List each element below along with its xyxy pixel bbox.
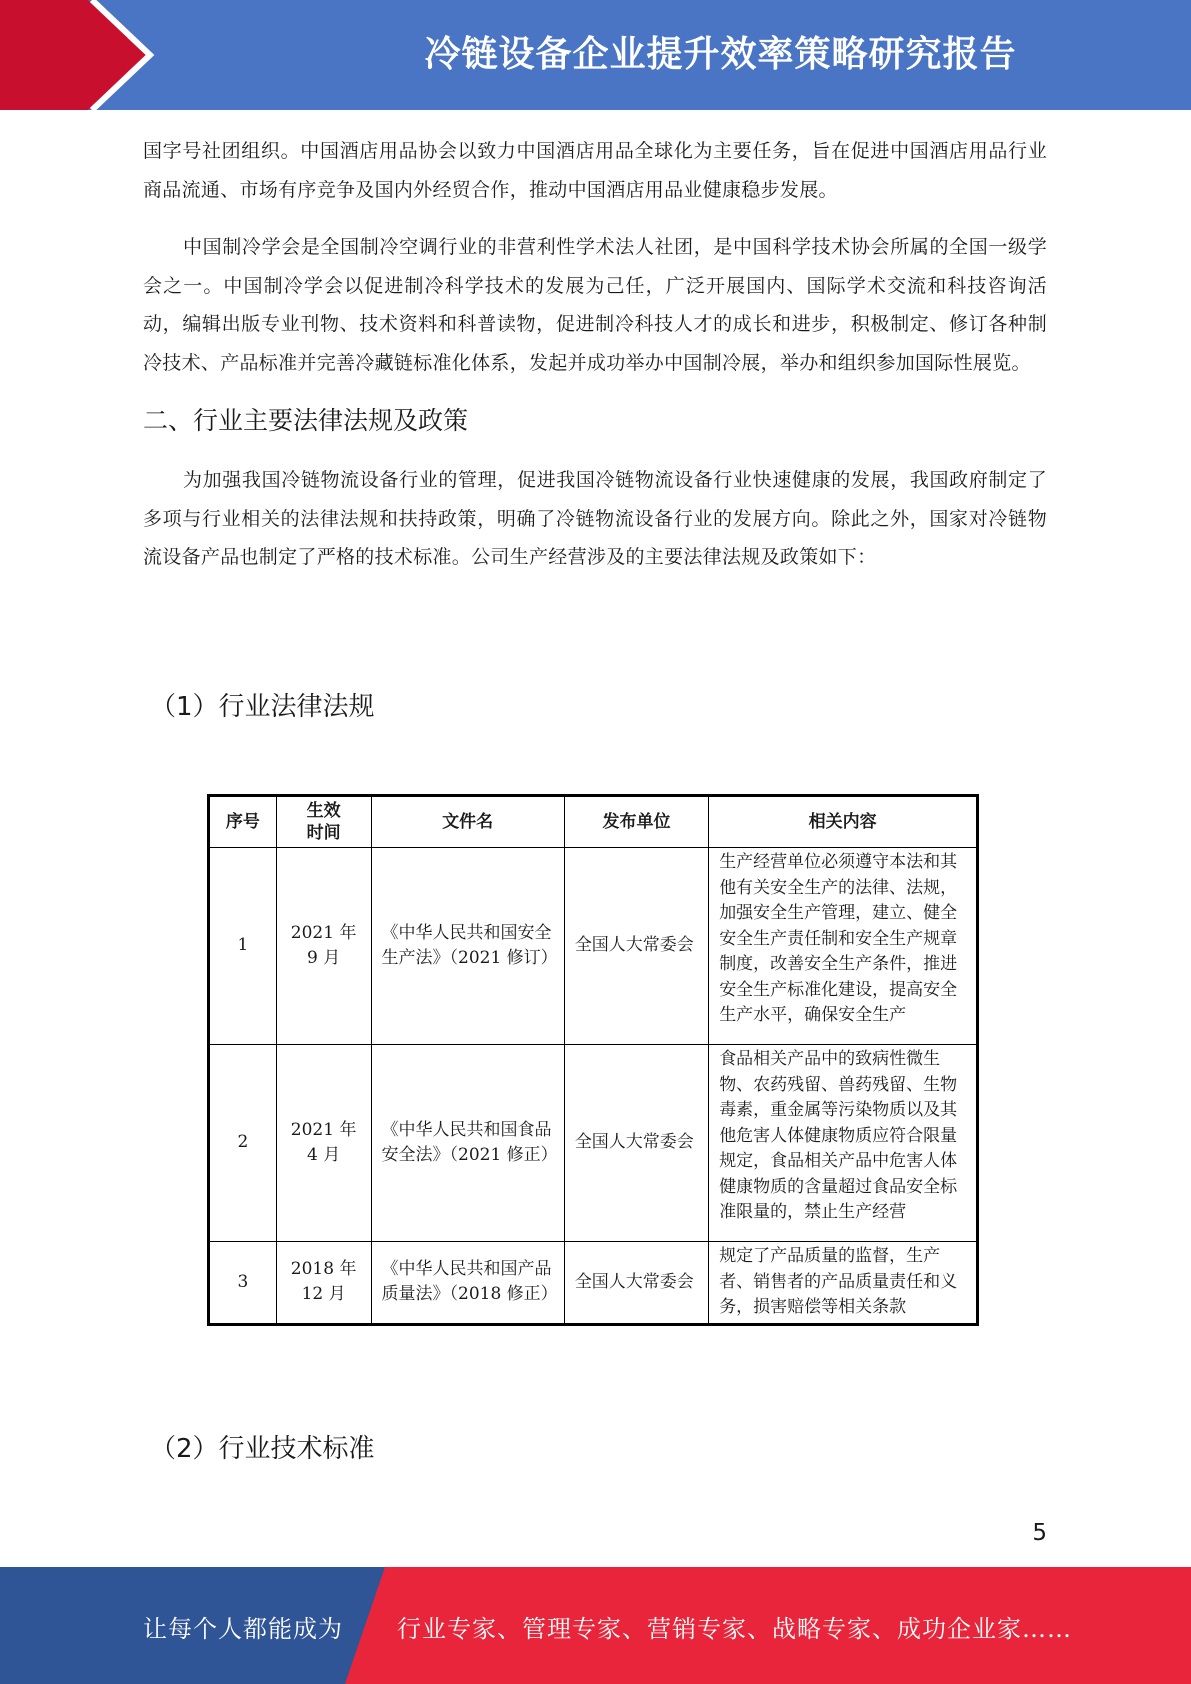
table-row <box>209 848 978 1045</box>
cell-date-month: 12 月 <box>301 1284 346 1305</box>
paragraph-hotel-association: 国字号社团组织。中国酒店用品协会以致力中国酒店用品全球化为主要任务，旨在促进中国酒店用品行业商品流通、市场有序竞争及国内外经贸合作，推动中国酒店用品业健康稳步发展。 <box>143 140 1047 201</box>
table-header-row <box>209 796 978 848</box>
cell-issuer: 全国人大常委会 <box>564 848 708 1045</box>
cell-content: 规定了产品质量的监督，生产者、销售者的产品质量责任和义务，损害赔偿等相关条款 <box>709 1242 978 1325</box>
cell-date-month: 4 月 <box>307 1145 341 1165</box>
footer-slogan-right: 行业专家、管理专家、营销专家、战略专家、成功企业家…… <box>397 1615 1072 1643</box>
header-file-name: 文件名 <box>371 796 564 848</box>
cell-date <box>276 1242 371 1325</box>
header-effective-date <box>276 796 371 848</box>
cell-date <box>276 848 371 1045</box>
page-number: 5 <box>1032 1520 1047 1546</box>
cell-issuer: 全国人大常委会 <box>564 1242 708 1325</box>
header-no: 序号 <box>209 796 277 848</box>
paragraph-policy-intro: 为加强我国冷链物流设备行业的管理，促进我国冷链物流设备行业快速健康的发展，我国政府制定了多项与行业相关的法律法规和扶持政策，明确了冷链物流设备行业的发展方向。除此之外，国家对冷链物流设备产品也制定了严格的技术标准。公司生产经营涉及的主要法律法规及政策如下： <box>143 469 1047 568</box>
cell-date <box>276 1045 371 1242</box>
header-date-line1: 生效 <box>306 801 341 821</box>
footer-banner <box>0 1567 1191 1684</box>
subsection-heading-laws: （1）行业法律法规 <box>150 692 375 722</box>
section-heading: 二、行业主要法律法规及政策 <box>143 406 469 435</box>
cell-file-name: 《中华人民共和国安全生产法》（2021 修订） <box>371 848 564 1045</box>
cell-no: 3 <box>209 1242 277 1325</box>
main-content <box>143 132 1047 596</box>
cell-date-year: 2018 年 <box>290 1258 357 1279</box>
subsection-heading-standards: （2）行业技术标准 <box>150 1434 375 1464</box>
laws-table <box>207 794 979 1326</box>
table-row <box>209 1242 978 1325</box>
report-title: 冷链设备企业提升效率策略研究报告 <box>424 34 1017 75</box>
cell-date-year: 2021 年 <box>290 1119 357 1140</box>
table-row <box>209 1045 978 1242</box>
header-arrow-decoration <box>0 0 160 110</box>
cell-file-name: 《中华人民共和国食品安全法》（2021 修正） <box>371 1045 564 1242</box>
cell-no: 2 <box>209 1045 277 1242</box>
header-content: 相关内容 <box>709 796 978 848</box>
header-date-line2: 时间 <box>306 823 341 843</box>
cell-issuer: 全国人大常委会 <box>564 1045 708 1242</box>
cell-date-month: 9 月 <box>307 948 341 968</box>
cell-no: 1 <box>209 848 277 1045</box>
cell-content: 生产经营单位必须遵守本法和其他有关安全生产的法律、法规，加强安全生产管理，建立、健全安全生产责任制和安全生产规章制度，改善安全生产条件，推进安全生产标准化建设，提高安全生产水平，确保安全生产 <box>709 848 978 1045</box>
paragraph-refrigeration-society: 中国制冷学会是全国制冷空调行业的非营利性学术法人社团，是中国科学技术协会所属的全国一级学会之一。中国制冷学会以促进制冷科学技术的发展为己任，广泛开展国内、国际学术交流和科技咨询活动，编辑出版专业刊物、技术资料和科普读物，促进制冷科技人才的成长和进步，积极制定、修订各种制冷技术、产品标准并完善冷藏链标准化体系，发起并成功举办中国制冷展，举办和组织参加国际性展览。 <box>143 236 1047 374</box>
header-banner <box>0 0 1191 110</box>
footer-slogan-left: 让每个人都能成为 <box>143 1615 343 1643</box>
header-issuer: 发布单位 <box>564 796 708 848</box>
cell-date-year: 2021 年 <box>290 922 357 943</box>
cell-file-name: 《中华人民共和国产品质量法》（2018 修正） <box>371 1242 564 1325</box>
cell-content: 食品相关产品中的致病性微生物、农药残留、兽药残留、生物毒素，重金属等污染物质以及其他危害人体健康物质应符合限量规定，食品相关产品中危害人体健康物质的含量超过食品安全标准限量的，禁止生产经营 <box>709 1045 978 1242</box>
